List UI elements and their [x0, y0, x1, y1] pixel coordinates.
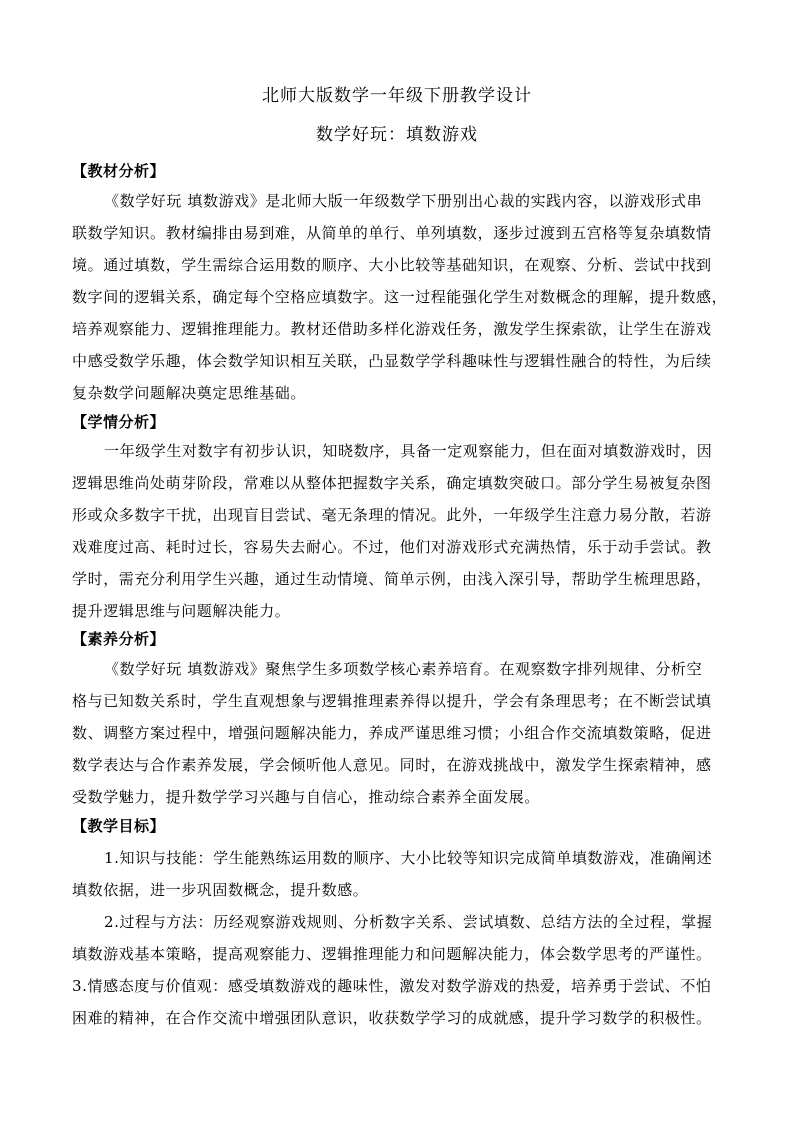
paragraph-line: 受数学魅力，提升数学学习兴趣与自信心，推动综合素养全面发展。 — [72, 788, 541, 806]
section-heading-textbook-analysis: 【教材分析】 — [72, 162, 166, 180]
paragraph-line: 境。通过填数，学生需综合运用数的顺序、大小比较等基础知识，在观察、分析、尝试中找到 — [72, 256, 712, 274]
paragraph-line: 格与已知数关系时，学生直观想象与逻辑推理素养得以提升，学会有条理思考；在不断尝试填 — [72, 692, 712, 710]
paragraph-line: 一年级学生对数字有初步认识，知晓数序，具备一定观察能力，但在面对填数游戏时，因 — [104, 442, 713, 460]
section-heading-teaching-objectives: 【教学目标】 — [72, 817, 166, 835]
paragraph-line: 逻辑思维尚处萌芽阶段，常难以从整体把握数字关系，确定填数突破口。部分学生易被复杂图 — [72, 474, 712, 492]
paragraph-line: 提升逻辑思维与问题解决能力。 — [72, 602, 291, 620]
paragraph-line: 学时，需充分利用学生兴趣，通过生动情境、简单示例，由浅入深引导，帮助学生梳理思路， — [72, 570, 712, 588]
objective-line: 填数游戏基本策略，提高观察能力、逻辑推理能力和问题解决能力，体会数学思考的严谨性。 — [72, 945, 712, 963]
document-title: 北师大版数学一年级下册教学设计 — [262, 86, 532, 106]
paragraph-line: 《数学好玩 填数游戏》是北师大版一年级数学下册别出心裁的实践内容，以游戏形式串 — [104, 192, 703, 210]
objective-line: 2.过程与方法：历经观察游戏规则、分析数字关系、尝试填数、总结方法的全过程，掌握 — [104, 913, 713, 931]
paragraph-line: 联数学知识。教材编排由易到难，从简单的单行、单列填数，逐步过渡到五宫格等复杂填数情 — [72, 224, 712, 242]
paragraph-line: 《数学好玩 填数游戏》聚焦学生多项数学核心素养培育。在观察数字排列规律、分析空 — [104, 660, 703, 678]
paragraph-line: 数字间的逻辑关系，确定每个空格应填数字。这一过程能强化学生对数概念的理解，提升数感， — [72, 288, 728, 306]
paragraph-line: 中感受数学乐趣，体会数学知识相互关联，凸显数学学科趣味性与逻辑性融合的特性，为后续 — [72, 352, 712, 370]
paragraph-line: 戏难度过高、耗时过长，容易失去耐心。不过，他们对游戏形式充满热情，乐于动手尝试。教 — [72, 538, 712, 556]
objective-line: 填数依据，进一步巩固数概念，提升数感。 — [72, 881, 369, 899]
paragraph-line: 数、调整方案过程中，增强问题解决能力，养成严谨思维习惯；小组合作交流填数策略，促进 — [72, 724, 712, 742]
section-heading-literacy-analysis: 【素养分析】 — [72, 630, 166, 648]
objective-line: 困难的精神，在合作交流中增强团队意识，收获数学学习的成就感，提升学习数学的积极性。 — [72, 1009, 712, 1027]
paragraph-line: 数学表达与合作素养发展，学会倾听他人意见。同时，在游戏挑战中，激发学生探索精神，感 — [72, 756, 712, 774]
paragraph-line: 复杂数学问题解决奠定思维基础。 — [72, 384, 307, 402]
document-subtitle: 数学好玩：填数游戏 — [316, 125, 478, 145]
paragraph-line: 形或众多数字干扰，出现盲目尝试、毫无条理的情况。此外，一年级学生注意力易分散，若游 — [72, 506, 712, 524]
objective-line: 1.知识与技能：学生能熟练运用数的顺序、大小比较等知识完成简单填数游戏，准确阐述 — [104, 849, 713, 867]
paragraph-line: 培养观察能力、逻辑推理能力。教材还借助多样化游戏任务，激发学生探索欲，让学生在游戏 — [72, 320, 712, 338]
section-heading-student-analysis: 【学情分析】 — [72, 413, 166, 431]
objective-line: 3.情感态度与价值观：感受填数游戏的趣味性，激发对数学游戏的热爱，培养勇于尝试、不怕 — [72, 977, 712, 995]
